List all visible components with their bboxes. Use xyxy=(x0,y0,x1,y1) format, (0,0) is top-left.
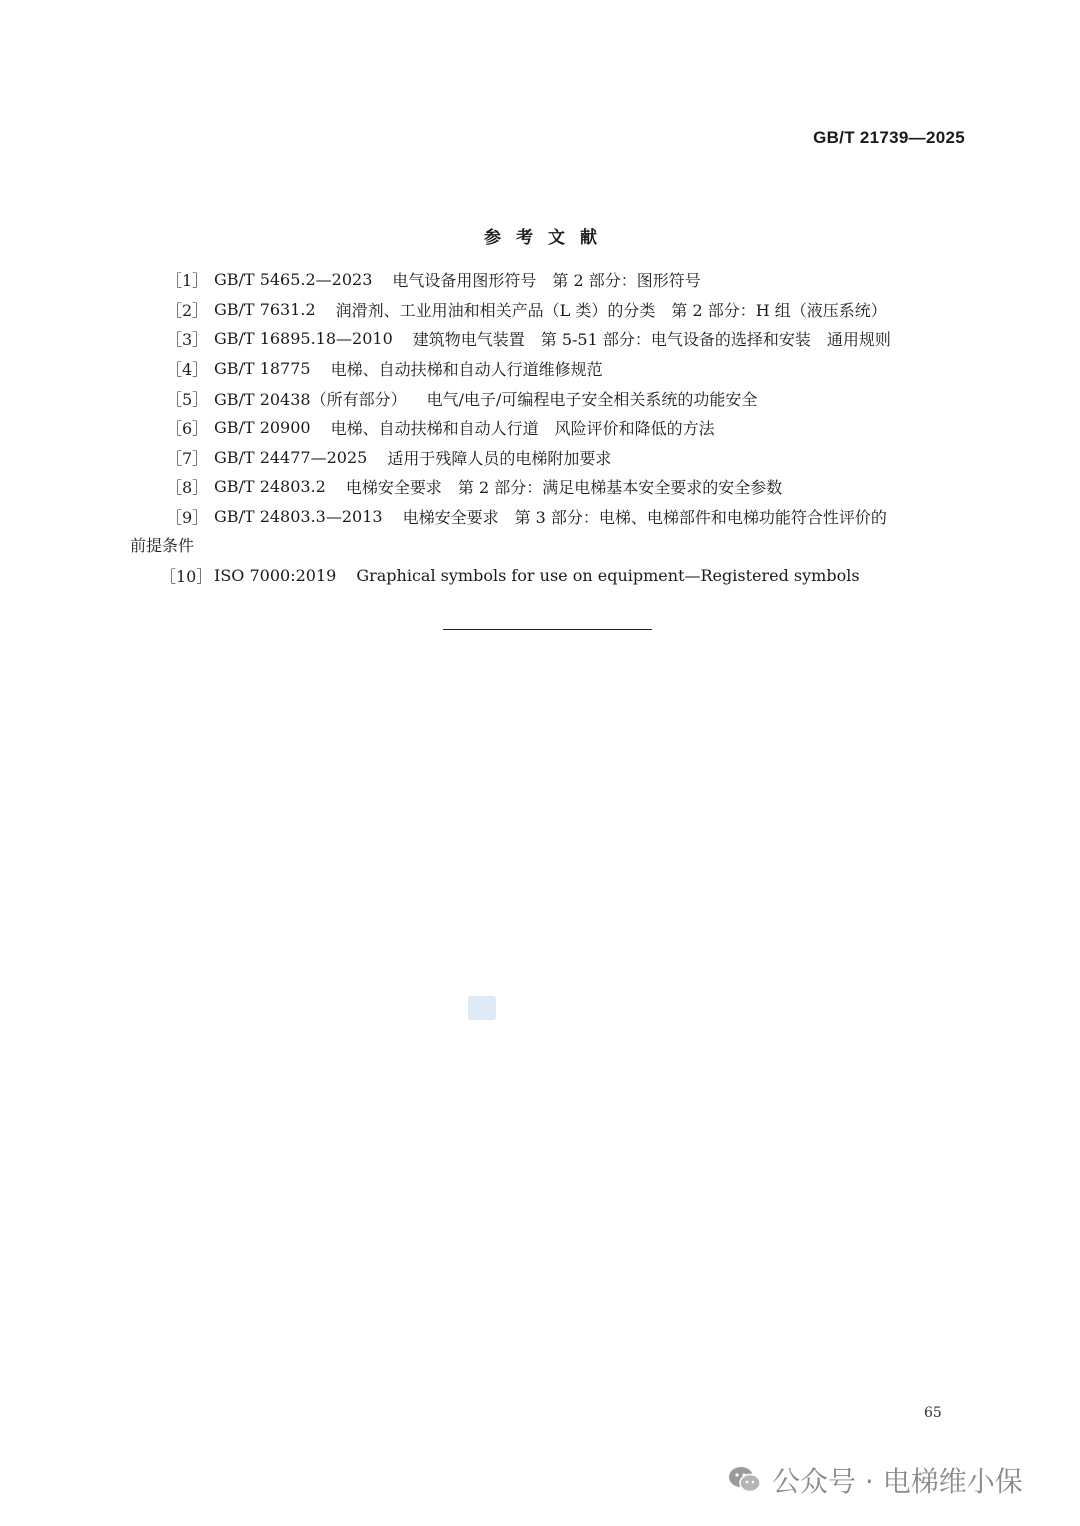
reference-title: 电梯、自动扶梯和自动人行道 风险评价和降低的方法 xyxy=(330,419,715,439)
reference-item xyxy=(130,413,966,443)
reference-title: 适用于残障人员的电梯附加要求 xyxy=(387,448,612,468)
reference-item xyxy=(130,354,966,384)
reference-number: ［8］ xyxy=(166,478,209,498)
reference-number: ［9］ xyxy=(166,508,209,528)
wechat-watermark xyxy=(728,1460,1023,1500)
wechat-icon xyxy=(728,1466,762,1494)
reference-code: GB/T 5465.2—2023 xyxy=(214,270,373,290)
reference-title: 电气设备用图形符号 第 2 部分：图形符号 xyxy=(392,271,701,291)
reference-code: GB/T 16895.18—2010 xyxy=(214,329,393,349)
reference-item xyxy=(130,472,966,502)
reference-title: 建筑物电气装置 第 5-51 部分：电气设备的选择和安装 通用规则 xyxy=(412,330,891,350)
reference-code: ISO 7000:2019 xyxy=(214,566,337,586)
reference-title: 电梯安全要求 第 2 部分：满足电梯基本安全要求的安全参数 xyxy=(345,478,783,498)
reference-code: GB/T 18775 xyxy=(214,359,311,379)
reference-number: ［4］ xyxy=(166,360,209,380)
section-title: 参考文献 xyxy=(484,228,612,248)
reference-item xyxy=(130,383,966,413)
reference-number: ［3］ xyxy=(166,330,209,350)
reference-code: GB/T 24477—2025 xyxy=(214,447,368,467)
reference-number: ［5］ xyxy=(166,389,209,409)
reference-title: 电梯安全要求 第 3 部分：电梯、电梯部件和电梯功能符合性评价的 xyxy=(402,508,887,528)
reference-title: 电气/电子/可编程电子安全相关系统的功能安全 xyxy=(426,389,758,409)
reference-title: Graphical symbols for use on equipment—Registered symbols xyxy=(356,566,860,586)
reference-code: GB/T 7631.2 xyxy=(214,299,316,319)
page-number: 65 xyxy=(924,1405,942,1421)
watermark-text: 公众号 · 电梯维小保 xyxy=(772,1465,1023,1498)
reference-code: GB/T 20438（所有部分） xyxy=(214,389,407,409)
reference-number: ［2］ xyxy=(166,300,209,320)
reference-list xyxy=(130,265,966,591)
reference-item xyxy=(130,324,966,354)
standard-code: GB/T 21739—2025 xyxy=(813,128,965,147)
reference-number: ［1］ xyxy=(166,271,209,291)
reference-item xyxy=(130,295,966,325)
reference-title: 电梯、自动扶梯和自动人行道维修规范 xyxy=(330,360,603,380)
reference-number: ［7］ xyxy=(166,448,209,468)
reference-title-continued: 前提条件 xyxy=(130,536,195,556)
reference-code: GB/T 20900 xyxy=(214,418,311,438)
reference-item xyxy=(130,502,966,561)
reference-item xyxy=(130,265,966,295)
reference-number: ［10］ xyxy=(160,567,213,587)
reference-item xyxy=(130,443,966,473)
end-divider xyxy=(443,629,652,630)
reference-code: GB/T 24803.3—2013 xyxy=(214,507,383,527)
reference-number: ［6］ xyxy=(166,419,209,439)
reference-title: 润滑剂、工业用油和相关产品（L 类）的分类 第 2 部分：H 组（液压系统） xyxy=(335,300,887,320)
reference-item xyxy=(130,561,966,591)
reference-code: GB/T 24803.2 xyxy=(214,477,326,497)
faint-logo-mark xyxy=(468,996,496,1020)
